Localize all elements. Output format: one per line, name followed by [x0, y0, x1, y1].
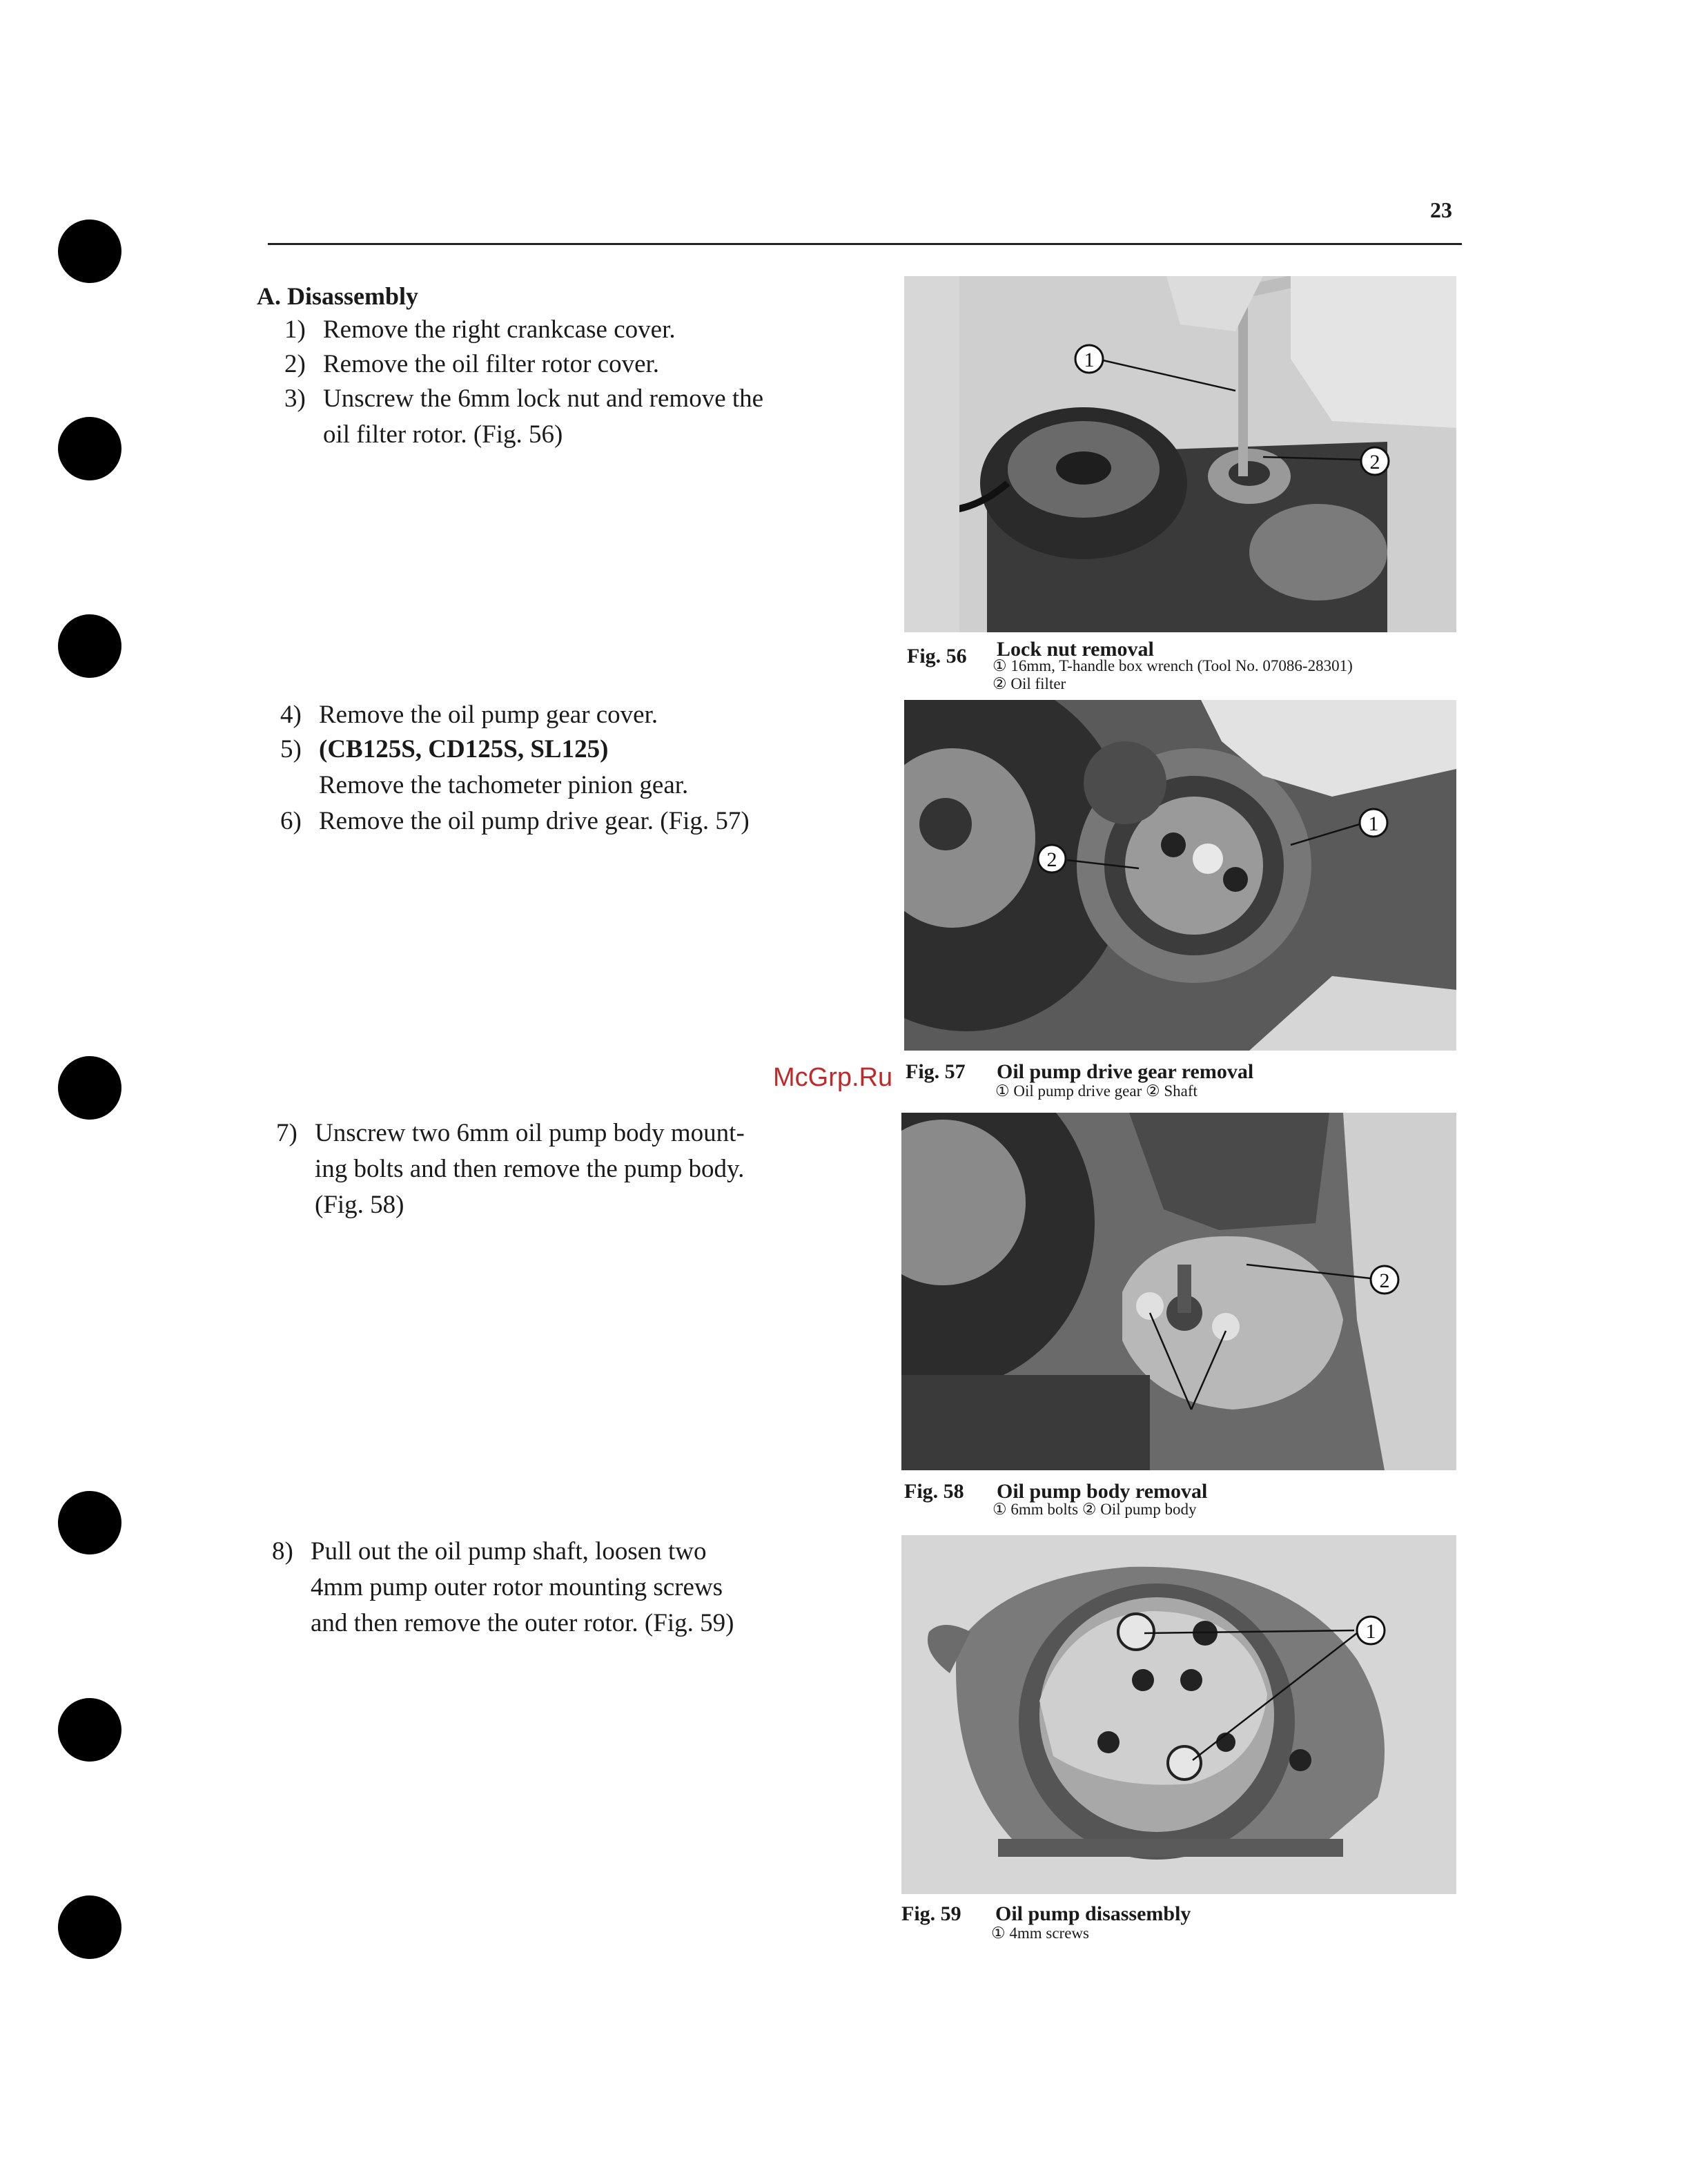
- step-8: [272, 1534, 734, 1641]
- punch-hole: [58, 1698, 121, 1762]
- fig57-caption: ① Oil pump drive gear ② Shaft: [995, 1082, 1198, 1100]
- step-text: Remove the tachometer pinion gear.: [319, 771, 689, 799]
- step-4: [280, 697, 658, 733]
- fig57-callout-1: 1: [1368, 812, 1379, 835]
- fig56-label: Fig. 56: [907, 645, 967, 667]
- punch-hole: [58, 417, 121, 480]
- fig59-label: Fig. 59: [901, 1902, 961, 1925]
- fig57-label: Fig. 57: [906, 1060, 966, 1083]
- fig56-callout-1: 1: [1084, 349, 1095, 371]
- fig58-callout-2: 2: [1379, 1269, 1390, 1292]
- step-text: Remove the right crankcase cover.: [323, 315, 676, 344]
- fig59-caption: ① 4mm screws: [991, 1924, 1089, 1942]
- watermark: McGrp.Ru: [773, 1063, 893, 1092]
- fig58-label: Fig. 58: [904, 1480, 964, 1503]
- punch-hole: [58, 220, 121, 283]
- fig57-callout-2: 2: [1046, 848, 1057, 871]
- punch-hole: [58, 1895, 121, 1959]
- fig59-photo: [901, 1535, 1456, 1894]
- step-text: oil filter rotor. (Fig. 56): [323, 420, 563, 449]
- header-rule: [268, 243, 1462, 245]
- fig59-title: Oil pump disassembly: [995, 1902, 1191, 1925]
- fig56-caption-2: ② Oil filter: [993, 675, 1066, 692]
- step-text: Pull out the oil pump shaft, loosen two: [311, 1537, 707, 1566]
- fig58-caption: ① 6mm bolts ② Oil pump body: [993, 1501, 1197, 1518]
- step-text: 4mm pump outer rotor mounting screws: [311, 1573, 723, 1601]
- fig56-photo: [904, 276, 1456, 632]
- fig56-caption-1: ① 16mm, T-handle box wrench (Tool No. 07086-28301): [993, 657, 1353, 674]
- step-text: ing bolts and then remove the pump body.: [315, 1155, 745, 1183]
- step-2: [284, 347, 659, 382]
- step-number: 5): [280, 735, 302, 763]
- fig58-photo: [901, 1113, 1456, 1470]
- punch-hole: [58, 614, 121, 678]
- step-7: [276, 1115, 745, 1223]
- punch-hole: [58, 1056, 121, 1120]
- section-heading: A. Disassembly: [257, 282, 419, 310]
- fig57-photo: [904, 700, 1456, 1051]
- step-text: Unscrew the 6mm lock nut and remove the: [323, 384, 764, 413]
- step-text: (CB125S, CD125S, SL125): [319, 735, 609, 763]
- step-text: Unscrew two 6mm oil pump body mount-: [315, 1119, 745, 1147]
- step-number: 2): [284, 350, 306, 378]
- step-number: 7): [276, 1119, 297, 1147]
- fig57-title: Oil pump drive gear removal: [997, 1060, 1254, 1083]
- page-number: 23: [1430, 197, 1452, 222]
- fig59-callout-1: 1: [1365, 1620, 1376, 1643]
- fig56-callout-2: 2: [1369, 451, 1380, 474]
- step-text: Remove the oil filter rotor cover.: [323, 350, 660, 378]
- step-1: [284, 312, 676, 348]
- step-6: [280, 803, 750, 839]
- step-5: [280, 732, 688, 803]
- step-text: Remove the oil pump gear cover.: [319, 701, 658, 729]
- step-number: 8): [272, 1537, 293, 1566]
- step-number: 3): [284, 384, 306, 413]
- step-number: 6): [280, 807, 302, 835]
- fig58-title: Oil pump body removal: [997, 1480, 1208, 1503]
- punch-hole: [58, 1491, 121, 1554]
- fig56-title: Lock nut removal: [997, 638, 1154, 661]
- step-number: 1): [284, 315, 306, 344]
- step-number: 4): [280, 701, 302, 729]
- step-text: (Fig. 58): [315, 1191, 404, 1219]
- step-3: [284, 381, 763, 453]
- step-text: and then remove the outer rotor. (Fig. 59): [311, 1609, 734, 1637]
- step-text: Remove the oil pump drive gear. (Fig. 57): [319, 807, 750, 835]
